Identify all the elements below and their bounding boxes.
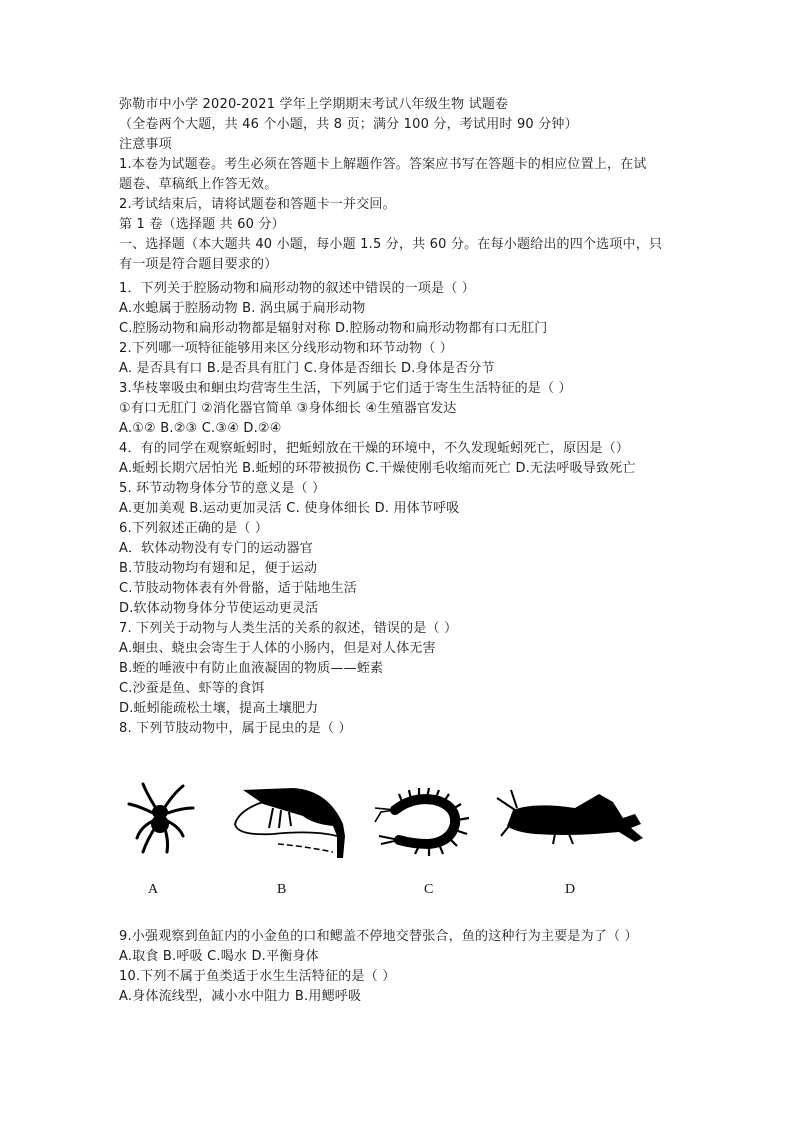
question-option: B.节肢动物均有翅和足，便于运动	[119, 561, 318, 576]
question-stem: 2.下列哪一项特征能够用来区分线形动物和环节动物（ ）	[119, 341, 453, 356]
centipede-image	[373, 788, 473, 856]
question-stem: 10.下列不属于鱼类适于水生生活特征的是（ ）	[119, 969, 396, 984]
question-stem: 5. 环节动物身体分节的意义是（ ）	[119, 481, 326, 496]
question-stem: 4．有的同学在观察蚯蚓时，把蚯蚓放在干燥的环境中，不久发现蚯蚓死亡，原因是（）	[119, 441, 630, 456]
figure-label-a: A	[148, 882, 159, 897]
question-stem: 6.下列叙述正确的是（ ）	[119, 521, 269, 536]
question-options: C.腔肠动物和扁形动物都是辐射对称 D.腔肠动物和扁形动物都有口无肛门	[119, 321, 548, 336]
question-options: A.身体流线型，减小水中阻力 B.用鳃呼吸	[119, 989, 362, 1004]
question-stem: 8. 下列节肢动物中，属于昆虫的是（ ）	[119, 721, 352, 736]
document-title: 弥勒市中小学 2020-2021 学年上学期期末考试八年级生物 试题卷	[119, 97, 509, 112]
question-options: A.更加美观 B.运动更加灵活 C. 使身体细长 D. 用体节呼吸	[119, 501, 460, 516]
figure-label-b: B	[277, 882, 287, 897]
question-option: C.沙蚕是鱼、虾等的食饵	[119, 681, 265, 696]
notes-heading: 注意事项	[119, 137, 172, 152]
question-option: B.蛭的唾液中有防止血液凝固的物质——蛭素	[119, 661, 384, 676]
question-stem: 3.华枝睾吸虫和蛔虫均营寄生生活，下列属于它们适于寄生生活特征的是（ ）	[119, 381, 572, 396]
question-options: A.①② B.②③ C.③④ D.②④	[119, 421, 282, 436]
question-options: A. 是否具有口 B.是否具有肛门 C.身体是否细长 D.身体是否分节	[119, 361, 495, 376]
question-option: D.蚯蚓能疏松土壤，提高土壤肥力	[119, 701, 319, 716]
question-option: A．软体动物没有专门的运动器官	[119, 541, 313, 556]
question-stem: 7. 下列关于动物与人类生活的关系的叙述，错误的是（ ）	[119, 621, 458, 636]
section-heading: 有一项是符合题目要求的）	[119, 257, 278, 272]
note-line: 1.本卷为试题卷。考生必须在答题卡上解题作答。答案应书写在答题卡的相应位置上，在试	[119, 157, 647, 172]
question-option: D.软体动物身体分节使运动更灵活	[119, 601, 319, 616]
question-options: A.蚯蚓长期穴居怕光 B.蚯蚓的环带被损伤 C.干燥使刚毛收缩而死亡 D.无法呼吸导致死亡	[119, 461, 636, 476]
question-options: A.取食 B.呼吸 C.喝水 D.平衡身体	[119, 949, 319, 964]
figure-label-c: C	[424, 882, 434, 897]
animals-figure	[115, 770, 655, 905]
question-option: C.节肢动物体表有外骨骼，适于陆地生活	[119, 581, 358, 596]
note-line: 题卷、草稿纸上作答无效。	[119, 177, 278, 192]
shrimp-image	[233, 784, 358, 859]
question-stem: 1．下列关于腔肠动物和扁形动物的叙述中错误的一项是（ ）	[119, 281, 476, 296]
question-statements: ①有口无肛门 ②消化器官简单 ③身体细长 ④生殖器官发达	[119, 401, 457, 416]
part-heading: 第 1 卷（选择题 共 60 分）	[119, 217, 285, 232]
question-options: A.水螅属于腔肠动物 B. 涡虫属于扁形动物	[119, 301, 366, 316]
question-stem: 9.小强观察到鱼缸内的小金鱼的口和鳃盖不停地交替张合，鱼的这种行为主要是为了（ ）	[119, 929, 638, 944]
section-heading: 一、选择题（本大题共 40 小题，每小题 1.5 分，共 60 分。在每小题给出的四个选项中，只	[119, 237, 663, 252]
grasshopper-image	[495, 788, 645, 850]
document-subtitle: （全卷两个大题，共 46 个小题，共 8 页；满分 100 分，考试用时 90 分钟）	[119, 117, 578, 132]
figure-label-d: D	[565, 882, 576, 897]
question-option: A.蛔虫、蛲虫会寄生于人体的小肠内，但是对人体无害	[119, 641, 436, 656]
note-line: 2.考试结束后，请将试题卷和答题卡一并交回。	[119, 197, 396, 212]
spider-image	[125, 780, 195, 855]
